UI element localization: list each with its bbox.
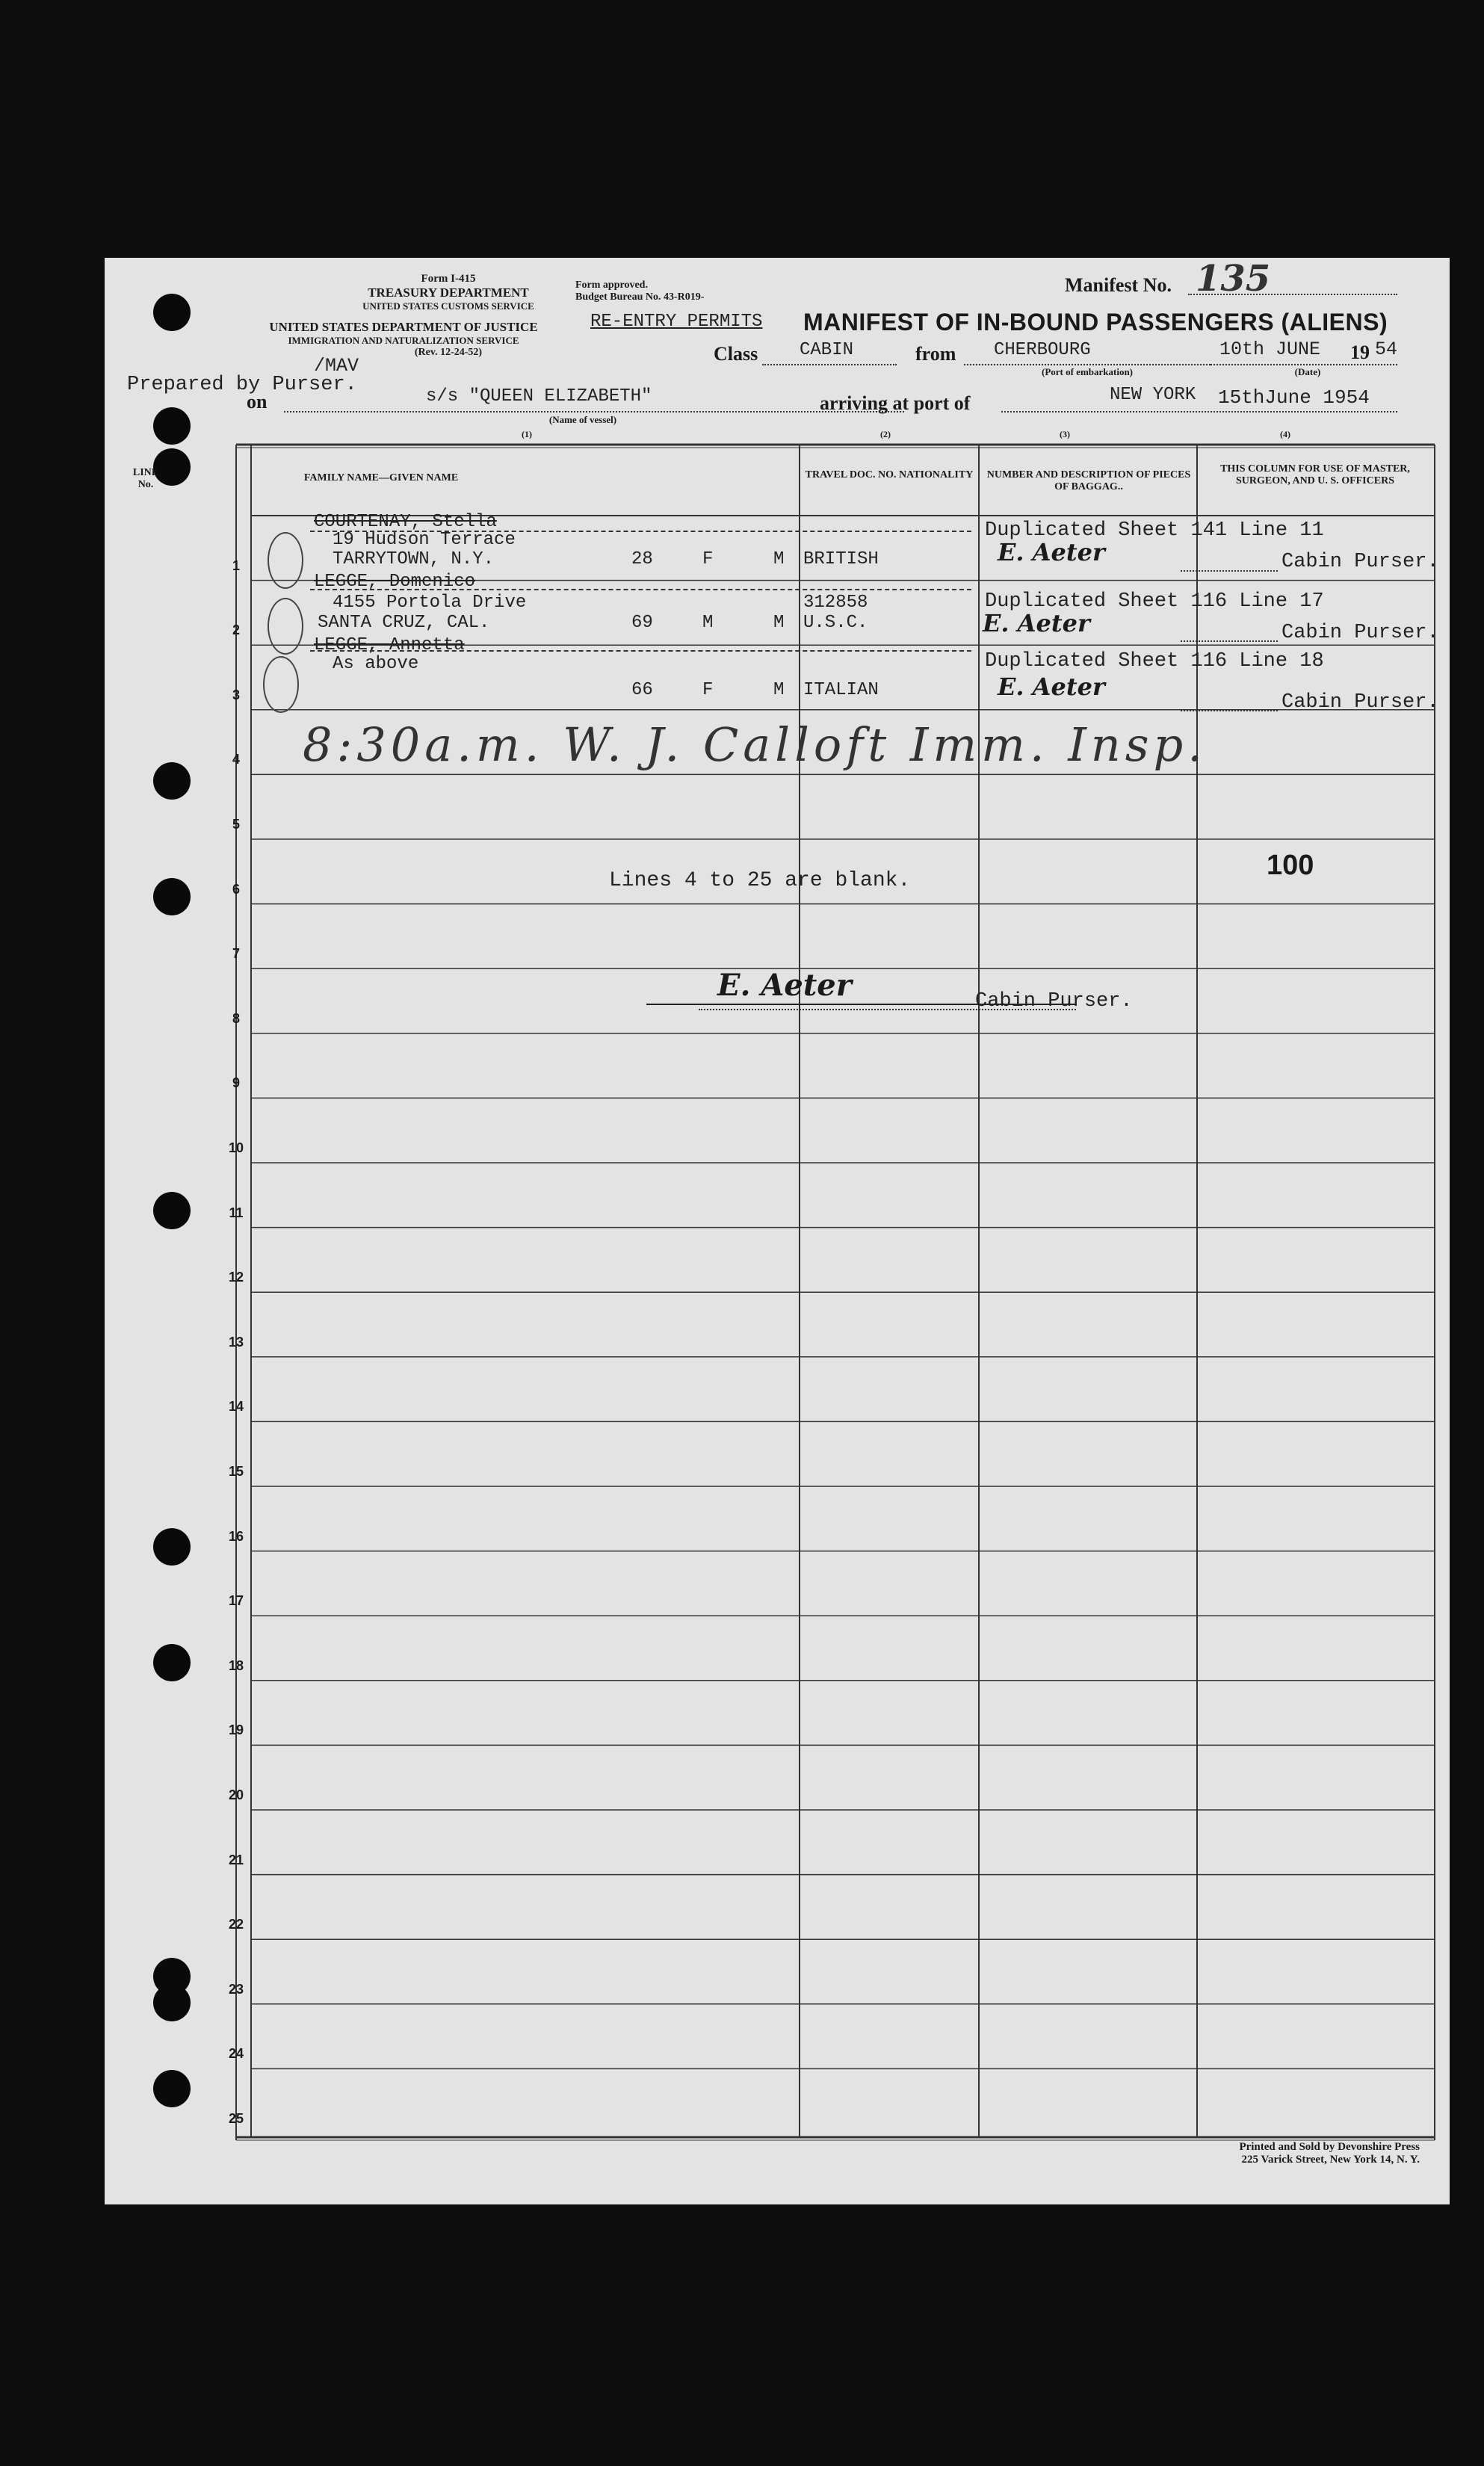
arrival-port: NEW YORK <box>1110 385 1196 405</box>
line-number: 13 <box>228 1334 244 1350</box>
embark-year: 54 <box>1375 339 1398 360</box>
entry-1-nationality: BRITISH <box>803 549 879 569</box>
entry-2-purser: Cabin Purser. <box>1282 622 1439 644</box>
line-number: 24 <box>228 2046 244 2062</box>
header-travel-doc: TRAVEL DOC. NO. NATIONALITY <box>805 469 974 480</box>
class-value: CABIN <box>800 340 854 360</box>
line-number: 16 <box>228 1528 244 1544</box>
arriving-label: arriving at port of <box>820 392 971 414</box>
entry-2-marital: M <box>773 613 785 633</box>
col-num-2: (2) <box>880 429 891 439</box>
blank-lines-note: Lines 4 to 25 are blank. <box>609 869 911 892</box>
vessel-caption: (Name of vessel) <box>548 414 617 425</box>
header-officers: THIS COLUMN FOR USE OF MASTER, SURGEON, AND U. S. OFFICERS <box>1220 463 1410 486</box>
prepared-by: Prepared by Purser. <box>127 374 357 396</box>
line-number: 19 <box>228 1722 244 1738</box>
entry-1-marital: M <box>773 549 785 569</box>
entry-3-duplicate-note: Duplicated Sheet 116 Line 18 <box>985 650 1324 673</box>
col-num-4: (4) <box>1280 429 1290 439</box>
line-number: 14 <box>228 1399 244 1415</box>
inspection-annotation: 8:30a.m. W. J. Calloft Imm. Insp. <box>303 717 1207 772</box>
entry-2-city: SANTA CRUZ, CAL. <box>318 613 490 633</box>
entry-1-purser: Cabin Purser. <box>1282 551 1439 573</box>
entry-2-name: LEGGE, Domenico <box>314 572 476 592</box>
mav-mark: /MAV <box>314 355 359 377</box>
entry-3-signature: E. Aeter <box>998 673 1105 701</box>
form-approved: Form approved. <box>575 279 648 291</box>
entry-2-signature: E. Aeter <box>983 609 1090 637</box>
entry-2-age: 69 <box>631 613 653 633</box>
on-label: on <box>247 391 268 412</box>
line-number: 10 <box>228 1140 244 1155</box>
line-number: 3 <box>232 687 240 702</box>
line-number: 11 <box>229 1205 244 1220</box>
manifest-number: 135 <box>1196 258 1271 300</box>
line-number: 23 <box>228 1981 244 1997</box>
line-number: 17 <box>228 1593 244 1609</box>
vessel-name: s/s "QUEEN ELIZABETH" <box>426 386 652 407</box>
line-number: 7 <box>232 946 240 962</box>
line-number: 9 <box>232 1075 240 1091</box>
col-num-1: (1) <box>522 429 532 439</box>
entry-2-duplicate-note: Duplicated Sheet 116 Line 17 <box>985 590 1324 613</box>
entry-1-signature: E. Aeter <box>998 538 1105 566</box>
purser-signature: E. Aeter <box>717 968 852 1003</box>
entry-3-nationality: ITALIAN <box>803 680 879 700</box>
printer-line-2: 225 Varick Street, New York 14, N. Y. <box>1241 2154 1420 2166</box>
customs-service: UNITED STATES CUSTOMS SERVICE <box>362 300 534 312</box>
line-number: 21 <box>228 1852 244 1867</box>
line-number: 15 <box>228 1464 244 1479</box>
entry-3-purser: Cabin Purser. <box>1282 691 1439 714</box>
line-number: 22 <box>228 1917 244 1932</box>
manifest-title: MANIFEST OF IN-BOUND PASSENGERS (ALIENS) <box>803 309 1388 336</box>
entry-1-sex: F <box>702 549 714 569</box>
line-number: 12 <box>228 1270 244 1285</box>
col-num-3: (3) <box>1060 429 1070 439</box>
header-name: FAMILY NAME—GIVEN NAME <box>303 472 459 483</box>
revision-date: (Rev. 12-24-52) <box>414 347 483 358</box>
manifest-page <box>105 258 1450 2204</box>
line-number: 20 <box>228 1787 244 1802</box>
entry-1-name: COURTENAY, Stella <box>314 512 497 532</box>
from-label: from <box>915 343 956 365</box>
line-number: 25 <box>228 2111 244 2126</box>
ins-service: IMMIGRATION AND NATURALIZATION SERVICE <box>288 335 519 346</box>
entry-1-city: TARRYTOWN, N.Y. <box>333 549 495 569</box>
line-number: 18 <box>228 1657 244 1673</box>
line-number: 8 <box>232 1010 240 1026</box>
budget-bureau: Budget Bureau No. 43-R019- <box>575 291 705 303</box>
line-number: 2 <box>232 622 240 638</box>
entry-2-address: 4155 Portola Drive <box>333 593 527 613</box>
arrival-date: 15thJune 1954 <box>1218 386 1370 409</box>
circle-mark <box>268 532 303 589</box>
entry-3-name: LEGGE, Annetta <box>314 635 465 655</box>
entry-2-nationality: U.S.C. <box>803 613 868 633</box>
line-number: 1 <box>232 557 240 573</box>
circle-mark <box>268 598 303 655</box>
purser-sign-label: Cabin Purser. <box>975 990 1133 1013</box>
line-number: 6 <box>232 881 240 897</box>
circle-mark <box>263 656 299 713</box>
entry-2-doc-number: 312858 <box>803 593 868 613</box>
line-number: 4 <box>232 752 240 767</box>
manifest-no-label: Manifest No. <box>1065 274 1172 296</box>
entry-3-address: As above <box>333 654 419 674</box>
count-stamp: 100 <box>1267 850 1314 881</box>
printer-line-1: Printed and Sold by Devonshire Press <box>1239 2141 1420 2153</box>
entry-1-address: 19 Hudson Terrace <box>333 530 516 550</box>
entry-2-sex: M <box>702 613 714 633</box>
date-caption: (Date) <box>1294 366 1321 377</box>
treasury-dept: TREASURY DEPARTMENT <box>368 285 529 300</box>
entry-1-duplicate-note: Duplicated Sheet 141 Line 11 <box>985 519 1324 542</box>
embark-port-caption: (Port of embarkation) <box>1041 366 1134 377</box>
entry-3-marital: M <box>773 680 785 700</box>
header-line-no: LINE No. <box>132 467 159 490</box>
embark-port: CHERBOURG <box>994 340 1091 360</box>
justice-dept: UNITED STATES DEPARTMENT OF JUSTICE <box>269 320 538 334</box>
class-label: Class <box>714 343 758 365</box>
entry-3-sex: F <box>702 680 714 700</box>
year-prefix: 19 <box>1350 342 1370 363</box>
entry-1-age: 28 <box>631 549 653 569</box>
line-number: 5 <box>232 817 240 832</box>
header-baggage: NUMBER AND DESCRIPTION OF PIECES OF BAGGAG.. <box>986 469 1191 492</box>
reentry-permits: RE-ENTRY PERMITS <box>590 312 763 332</box>
form-number: Form I-415 <box>421 273 476 285</box>
embark-date: 10th JUNE <box>1219 339 1321 360</box>
entry-3-age: 66 <box>631 680 653 700</box>
